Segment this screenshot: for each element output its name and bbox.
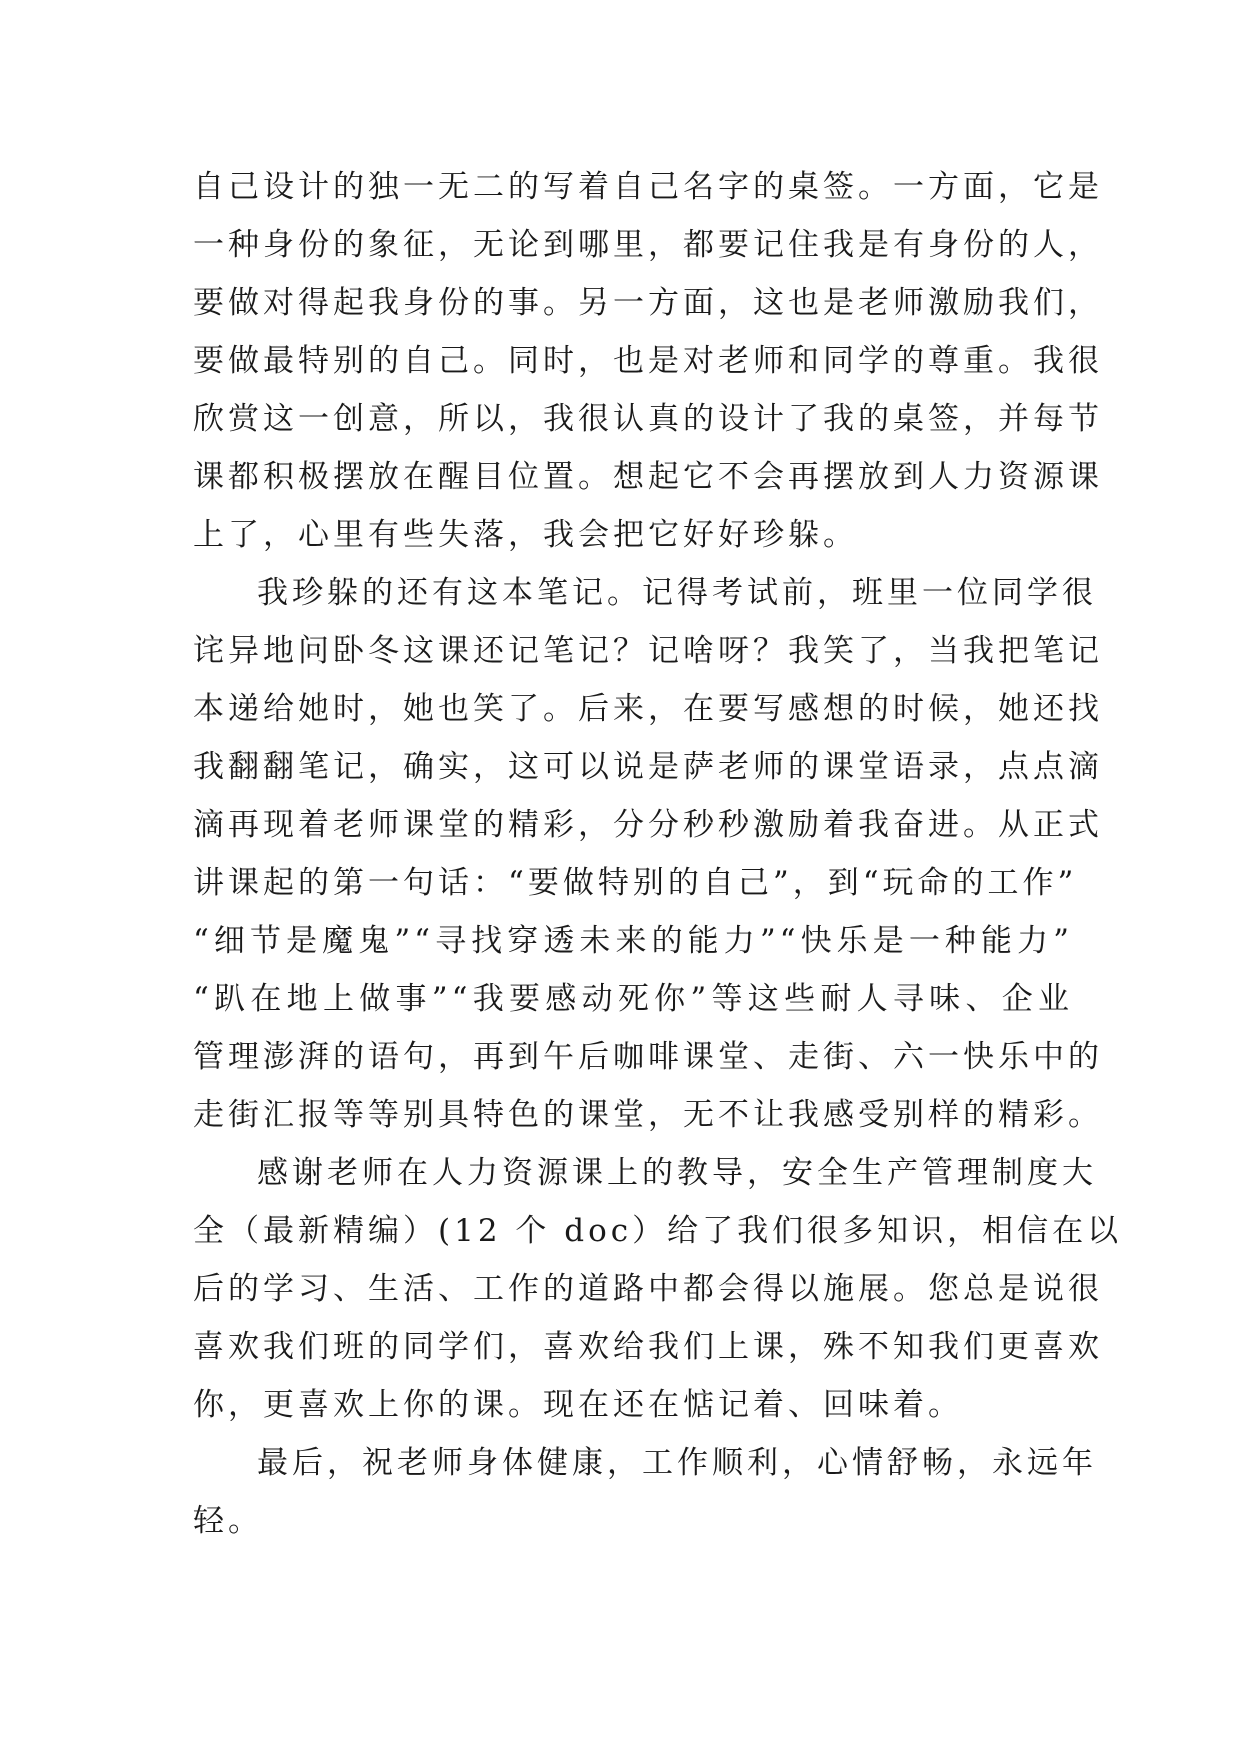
paragraph-2 — [193, 564, 1103, 1144]
text-line: 感谢老师在人力资源课上的教导，安全生产管理制度大 — [257, 1155, 1097, 1191]
text-line: 滴再现着老师课堂的精彩，分分秒秒激励着我奋进。从正式 — [193, 807, 1103, 843]
text-line: 我珍躲的还有这本笔记。记得考试前，班里一位同学很 — [257, 575, 1097, 611]
paragraph-1 — [193, 158, 1103, 564]
text-line: 我翻翻笔记，确实，这可以说是萨老师的课堂语录，点点滴 — [193, 749, 1103, 785]
text-line: “细节是魔鬼”“寻找穿透未来的能力”“快乐是一种能力” — [193, 923, 1073, 959]
text-line: 要做最特别的自己。同时，也是对老师和同学的尊重。我很 — [193, 343, 1103, 379]
document-body — [193, 158, 1123, 1550]
text-line: 喜欢我们班的同学们，喜欢给我们上课，殊不知我们更喜欢 — [193, 1329, 1103, 1365]
paragraph-3 — [193, 1144, 1123, 1434]
text-line: “趴在地上做事”“我要感动死你”等这些耐人寻味、企业 — [193, 981, 1073, 1017]
text-line: 本递给她时，她也笑了。后来，在要写感想的时候，她还找 — [193, 691, 1103, 727]
text-line: 走街汇报等等别具特色的课堂，无不让我感受别样的精彩。 — [193, 1097, 1103, 1133]
text-line: 自己设计的独一无二的写着自己名字的桌签。一方面，它是 — [193, 169, 1103, 205]
text-line: 管理澎湃的语句，再到午后咖啡课堂、走街、六一快乐中的 — [193, 1039, 1103, 1075]
text-line: 一种身份的象征，无论到哪里，都要记住我是有身份的人， — [193, 227, 1103, 263]
text-line: 讲课起的第一句话：“要做特别的自己”，到“玩命的工作” — [193, 865, 1078, 901]
text-line: 最后，祝老师身体健康，工作顺利，心情舒畅，永远年 — [257, 1445, 1097, 1481]
text-line: 诧异地问卧冬这课还记笔记？记啥呀？我笑了，当我把笔记 — [193, 633, 1103, 669]
text-line: 要做对得起我身份的事。另一方面，这也是老师激励我们， — [193, 285, 1103, 321]
text-line: 你，更喜欢上你的课。现在还在惦记着、回味着。 — [193, 1387, 963, 1423]
text-line: 课都积极摆放在醒目位置。想起它不会再摆放到人力资源课 — [193, 459, 1103, 495]
paragraph-4 — [193, 1434, 1097, 1550]
text-line: 后的学习、生活、工作的道路中都会得以施展。您总是说很 — [193, 1271, 1103, 1307]
text-line: 全（最新精编）(12 个 doc）给了我们很多知识，相信在以 — [193, 1213, 1123, 1249]
text-line: 上了，心里有些失落，我会把它好好珍躲。 — [193, 517, 858, 553]
text-line: 欣赏这一创意，所以，我很认真的设计了我的桌签，并每节 — [193, 401, 1103, 437]
text-line: 轻。 — [193, 1503, 263, 1539]
